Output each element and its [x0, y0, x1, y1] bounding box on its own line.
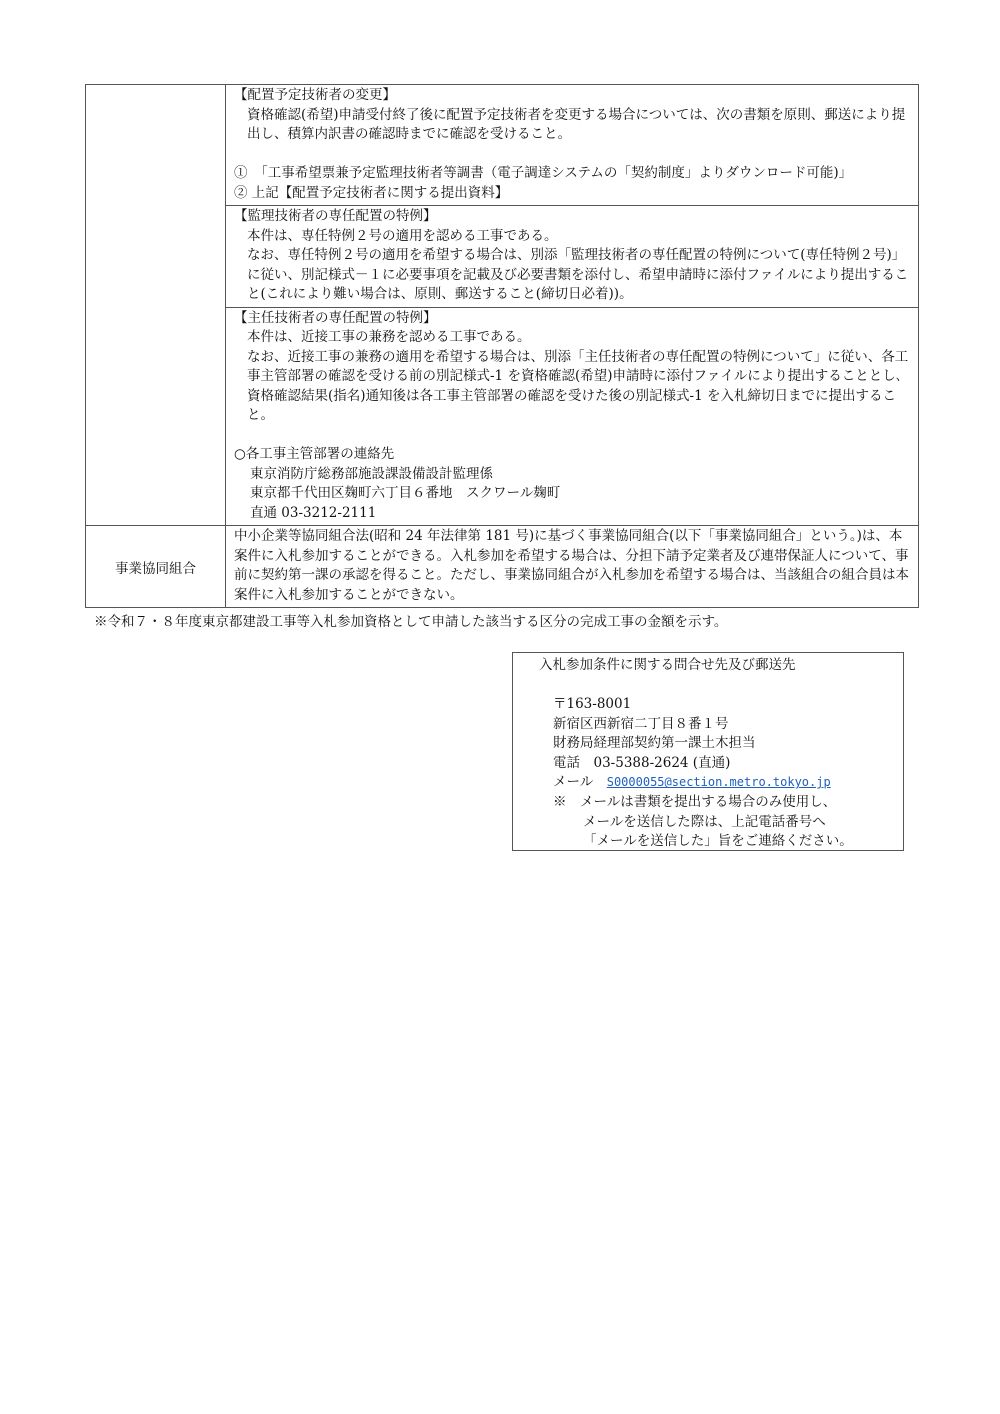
table-row — [86, 526, 919, 608]
section-kanri-tokurei — [226, 206, 919, 308]
section-body: 中小企業等協同組合法(昭和 24 年法律第 181 号)に基づく事業協同組合(以下「事業協同組合」という。)は、本案件に入札参加することができる。入札参加を希望する場合は、分担下請予定業者及び連帯保証人について、事前に契約第一課の承認を得ること。ただし、事業協同組合が入札参加を希望する場合は、当該組合の組合員は本案件に入札参加することができない。 — [234, 528, 909, 603]
email-link[interactable]: S0000055@section.metro.tokyo.jp — [606, 775, 831, 790]
contact-department: 財務局経理部契約第一課土木担当 — [553, 735, 756, 752]
contact-phone: 電話 03-5388-2624 (直通) — [553, 754, 731, 771]
section-body: 資格確認(希望)申請受付終了後に配置予定技術者を変更する場合については、次の書類を原則、郵送により提出し、積算内訳書の確認時までに確認を受けること。 — [247, 106, 906, 142]
jigyo-kyodo-label: 事業協同組合 — [86, 526, 226, 608]
contact-heading: ○各工事主管部署の連絡先 — [234, 446, 395, 462]
note-line: 「メールを送信した」旨をご連絡ください。 — [583, 833, 853, 850]
section-heading: 【主任技術者の専任配置の特例】 — [234, 309, 437, 326]
section-body: 本件は、近接工事の兼務を認める工事である。 — [247, 329, 531, 345]
list-item: ② 上記【配置予定技術者に関する提出資料】 — [234, 184, 509, 201]
footnote: ※令和７・８年度東京都建設工事等入札参加資格として申請した該当する区分の完成工事の金額を示す。 — [94, 614, 728, 630]
postal-code: 〒163-8001 — [553, 696, 632, 713]
contact-box — [512, 652, 904, 851]
contact-dept: 東京消防庁総務部施設課設備設計監理係 — [250, 465, 493, 482]
section-body: 本件は、専任特例２号の適用を認める工事である。 — [247, 227, 558, 244]
section-jigyo-kyodo — [226, 526, 919, 608]
section-heading: 【監理技術者の専任配置の特例】 — [234, 208, 437, 224]
conditions-table — [85, 84, 919, 608]
email-line — [553, 773, 903, 793]
contact-box-title: 入札参加条件に関する問合せ先及び郵送先 — [539, 657, 796, 673]
note-line: メールを送信した際は、上記電話番号へ — [583, 813, 826, 830]
table-row — [86, 85, 919, 206]
list-item: ① 「工事希望票兼予定監理技術者等調書（電子調達システムの「契約制度」よりダウンロード可能)」 — [234, 165, 853, 181]
contact-address: 東京都千代田区麹町六丁目６番地 スクワール麹町 — [250, 485, 561, 501]
section-haichi-henko — [226, 85, 919, 206]
section-heading: 【配置予定技術者の変更】 — [234, 87, 396, 103]
section-body: なお、専任特例２号の適用を希望する場合は、別添「監理技術者の専任配置の特例について(専任特例２号)」に従い、別記様式－１に必要事項を記載及び必要書類を添付し、希望申請時に添付ファイルにより提出すること(これにより難い場合は、原則、郵送すること(締切日必着))。 — [247, 247, 909, 302]
contact-phone: 直通 03-3212-2111 — [250, 504, 377, 521]
contact-address: 新宿区西新宿二丁目８番１号 — [553, 715, 729, 732]
note-line: ※ メールは書類を提出する場合のみ使用し、 — [553, 794, 837, 811]
empty-label-cell — [86, 85, 226, 526]
section-body: なお、近接工事の兼務の適用を希望する場合は、別添「主任技術者の専任配置の特例について」に従い、各工事主管部署の確認を受ける前の別記様式-1 を資格確認(希望)申請時に添付ファイルにより提出することとし､資格確認結果(指名)通知後は各工事主管部署の確認を受けた後の別記様式-1 を入札締切日までに提出すること。 — [247, 348, 909, 423]
email-label: メール — [553, 774, 607, 791]
section-shunin-tokurei — [226, 307, 919, 526]
